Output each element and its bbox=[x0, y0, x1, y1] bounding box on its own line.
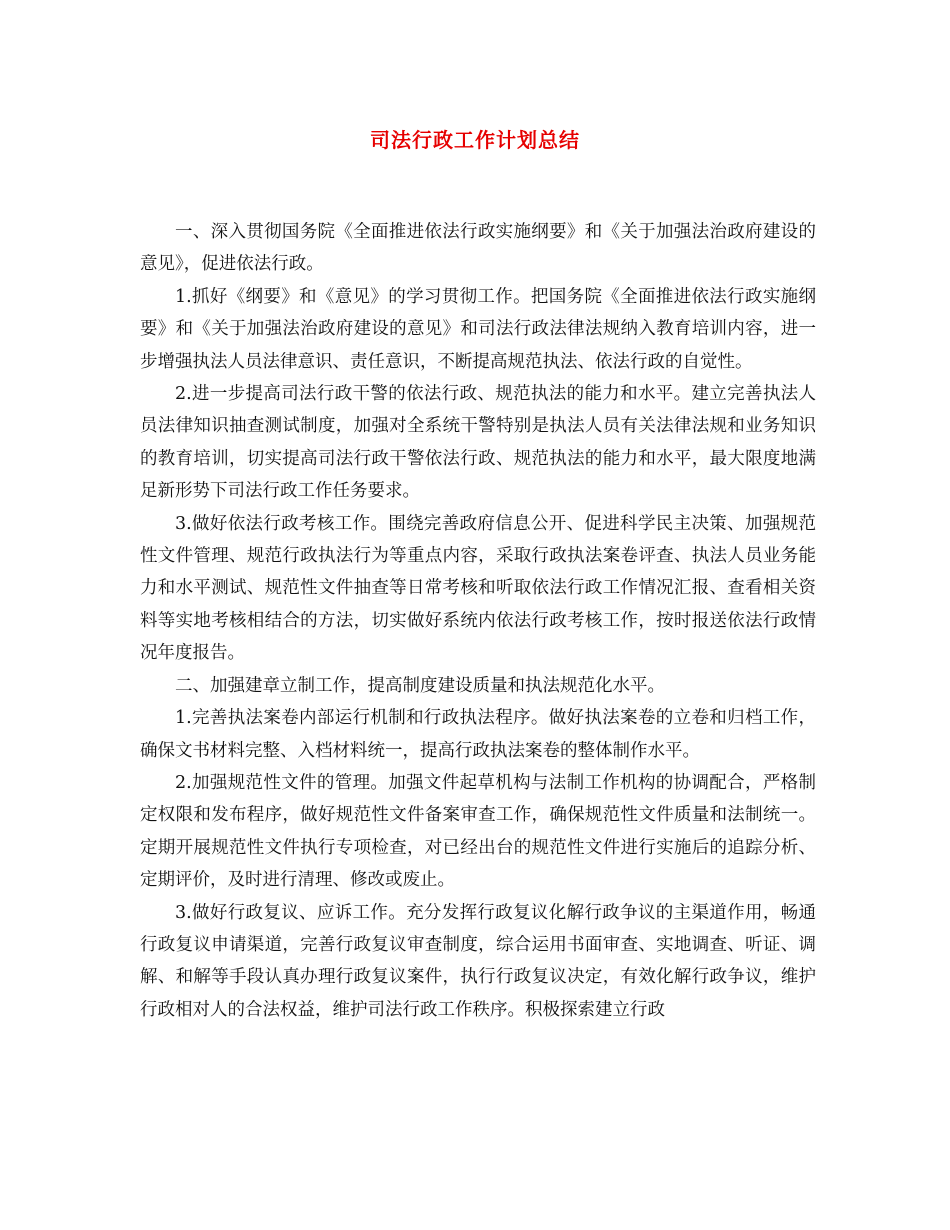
paragraph-1-3: 3.做好依法行政考核工作。围绕完善政府信息公开、促进科学民主决策、加强规范性文件管理、规范行政执法行为等重点内容，采取行政执法案卷评查、执法人员业务能力和水平测试、规范性文件抽查等日常考核和听取依法行政工作情况汇报、查看相关资料等实地考核相结合的方法，切实做好系统内依法行政考核工作，按时报送依法行政情况年度报告。 bbox=[140, 513, 816, 664]
paragraph-1-1: 1.抓好《纲要》和《意见》的学习贯彻工作。把国务院《全面推进依法行政实施纲要》和《关于加强法治政府建设的意见》和司法行政法律法规纳入教育培训内容，进一步增强执法人员法律意识、责任意识，不断提高规范执法、依法行政的自觉性。 bbox=[140, 286, 816, 372]
paragraph-2-2: 2.加强规范性文件的管理。加强文件起草机构与法制工作机构的协调配合，严格制定权限和发布程序，做好规范性文件备案审查工作，确保规范性文件质量和法制统一。定期开展规范性文件执行专项检查，对已经出台的规范性文件进行实施后的追踪分析、定期评价，及时进行清理、修改或废止。 bbox=[140, 772, 816, 891]
document-body bbox=[140, 216, 816, 1026]
paragraph-section-2-heading: 二、加强建章立制工作，提高制度建设质量和执法规范化水平。 bbox=[175, 675, 665, 696]
paragraph-section-1-heading: 一、深入贯彻国务院《全面推进依法行政实施纲要》和《关于加强法治政府建设的意见》，促进依法行政。 bbox=[140, 222, 816, 275]
paragraph-2-1: 1.完善执法案卷内部运行机制和行政执法程序。做好执法案卷的立卷和归档工作，确保文书材料完整、入档材料统一，提高行政执法案卷的整体制作水平。 bbox=[140, 708, 816, 761]
paragraph-1-2: 2.进一步提高司法行政干警的依法行政、规范执法的能力和水平。建立完善执法人员法律知识抽查测试制度，加强对全系统干警特别是执法人员有关法律法规和业务知识的教育培训，切实提高司法行政干警依法行政、规范执法的能力和水平，最大限度地满足新形势下司法行政工作任务要求。 bbox=[140, 384, 816, 502]
document-title: 司法行政工作计划总结 bbox=[370, 128, 580, 152]
paragraph-2-3: 3.做好行政复议、应诉工作。充分发挥行政复议化解行政争议的主渠道作用，畅通行政复议申请渠道，完善行政复议审查制度，综合运用书面审查、实地调查、听证、调解、和解等手段认真办理行政复议案件，执行行政复议决定，有效化解行政争议，维护行政相对人的合法权益，维护司法行政工作秩序。积极探索建立行政 bbox=[140, 902, 816, 1020]
